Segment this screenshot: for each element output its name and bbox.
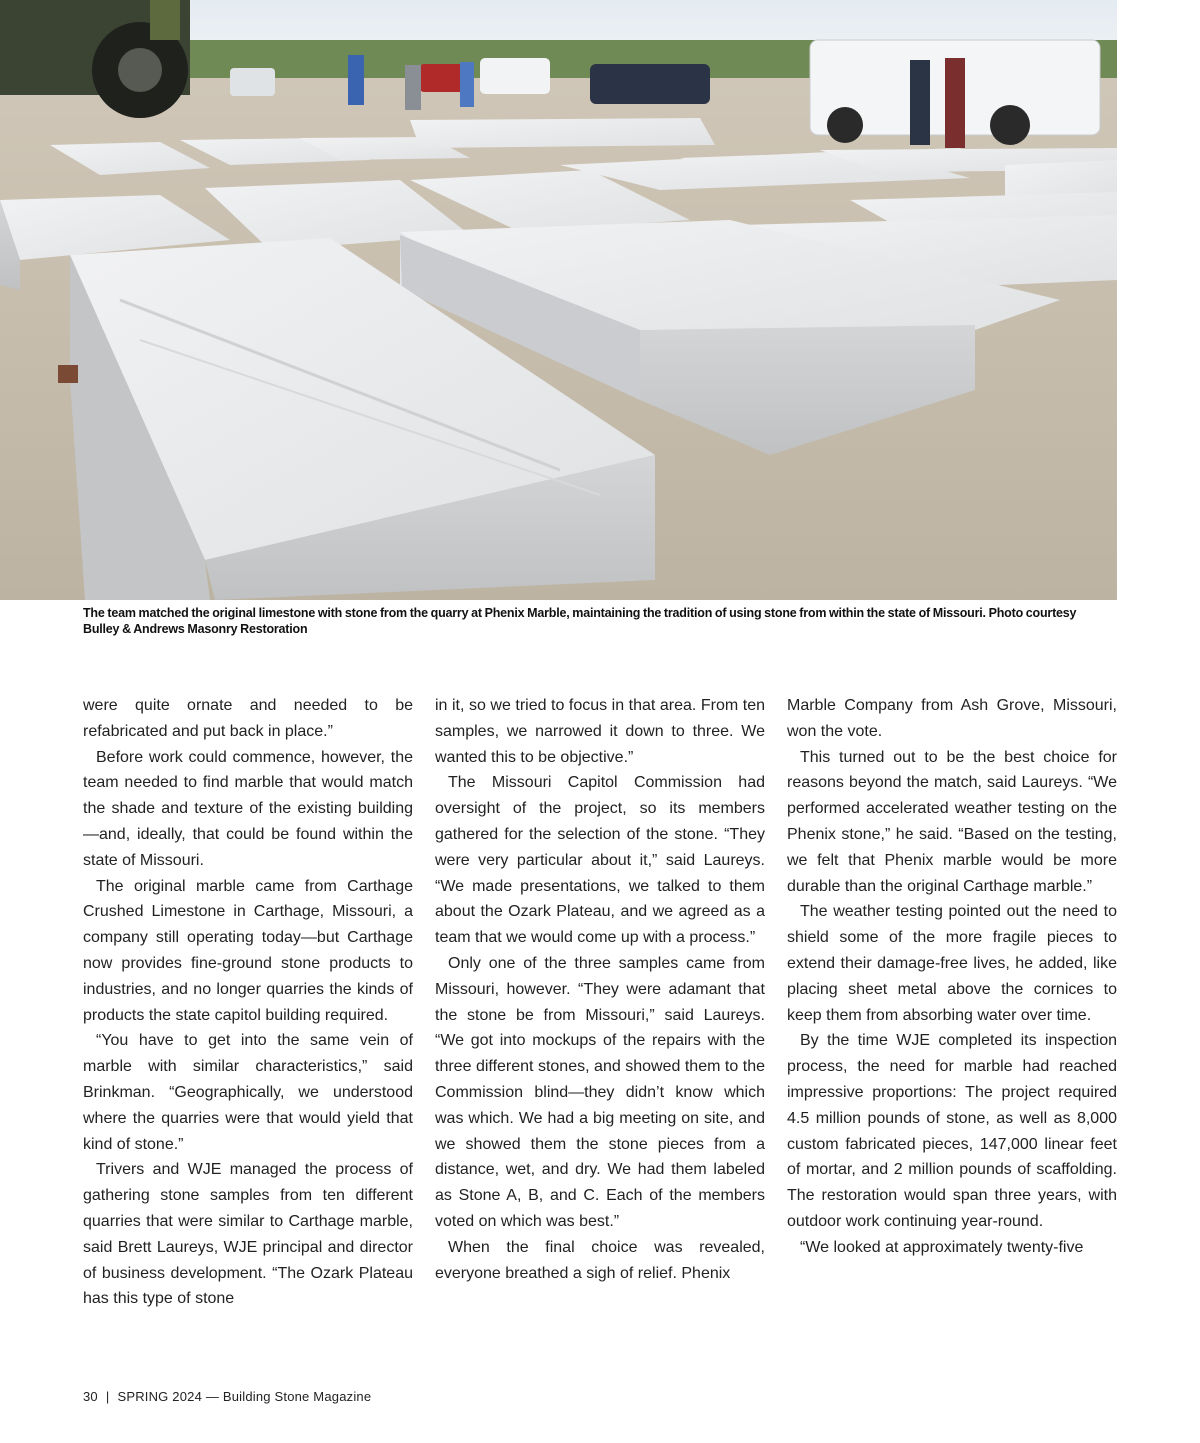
article-photo bbox=[0, 0, 1117, 600]
photo-caption: The team matched the original limestone with stone from the quarry at Phenix Marble, maintaining the tradition of using stone from within the state of Missouri. Photo courtesy Bulley & Andrews Masonry Restoration bbox=[83, 606, 1077, 636]
article-body bbox=[83, 693, 1117, 1312]
paragraph: Trivers and WJE managed the process of gathering stone samples from ten different quarries that were similar to Carthage marble, said Brett Laureys, WJE principal and director of business development. “The Ozark Plateau has this type of stone bbox=[83, 1161, 413, 1308]
footer-separator: | bbox=[105, 1389, 110, 1404]
paragraph: The original marble came from Carthage Crushed Limestone in Carthage, Missouri, a company still operating today—but Carthage now provides fine-ground stone products to industries, and no longer quarries the kinds of products the state capitol building required. bbox=[83, 877, 413, 1024]
paragraph: The Missouri Capitol Commission had oversight of the project, so its members gathered for the selection of the stone. “They were very particular about it,” said Laureys. “We made presentations, we talked to them about the Ozark Plateau, and we agreed as a team that we would come up with a process.” bbox=[435, 774, 765, 947]
paragraph: Before work could commence, however, the team needed to find marble that would match the shade and texture of the existing building—and, ideally, that could be found within the state of Missouri. bbox=[83, 748, 413, 869]
paragraph: in it, so we tried to focus in that area. From ten samples, we narrowed it down to three. We wanted this to be objective.” bbox=[435, 697, 765, 766]
text-column-3 bbox=[787, 693, 1117, 1312]
stone-slabs-illustration bbox=[0, 0, 1117, 600]
paragraph: When the final choice was revealed, everyone breathed a sigh of relief. Phenix bbox=[435, 1238, 765, 1282]
paragraph: Marble Company from Ash Grove, Missouri, won the vote. bbox=[787, 697, 1117, 740]
page-number: 30 bbox=[83, 1389, 98, 1404]
paragraph: “We looked at approximately twenty-five bbox=[800, 1238, 1084, 1256]
paragraph: By the time WJE completed its inspection process, the need for marble had reached impressive proportions: The project required 4.5 million pounds of stone, as well as 8,000 custom fabricated pieces, 147,000 linear feet of mortar, and 2 million pounds of scaffolding. The restoration would span three years, with outdoor work continuing year-round. bbox=[787, 1032, 1117, 1230]
page-footer bbox=[83, 1389, 371, 1404]
paragraph: “You have to get into the same vein of marble with similar characteristics,” said Brinkman. “Geographically, we understood where the quarries were that would yield that kind of stone.” bbox=[83, 1032, 413, 1153]
issue-title: SPRING 2024 — Building Stone Magazine bbox=[117, 1389, 372, 1404]
paragraph: Only one of the three samples came from Missouri, however. “They were adamant that the stone be from Missouri,” said Laureys. “We got into mockups of the repairs with the three different stones, and showed them to the Commission blind—they didn’t know which was which. We had a big meeting on site, and we showed them the stone pieces from a distance, wet, and dry. We had them labeled as Stone A, B, and C. Each of the members voted on which was best.” bbox=[435, 954, 765, 1230]
paragraph: This turned out to be the best choice for reasons beyond the match, said Laureys. “We performed accelerated weather testing on the Phenix stone,” he said. “Based on the testing, we felt that Phenix marble would be more durable than the original Carthage marble.” bbox=[787, 748, 1117, 895]
paragraph: The weather testing pointed out the need to shield some of the more fragile pieces to extend their damage-free lives, he added, like placing sheet metal above the cornices to keep them from absorbing water over time. bbox=[787, 903, 1117, 1024]
text-column-2 bbox=[435, 693, 765, 1312]
text-column-1 bbox=[83, 693, 413, 1312]
paragraph: were quite ornate and needed to be refabricated and put back in place.” bbox=[83, 697, 413, 740]
